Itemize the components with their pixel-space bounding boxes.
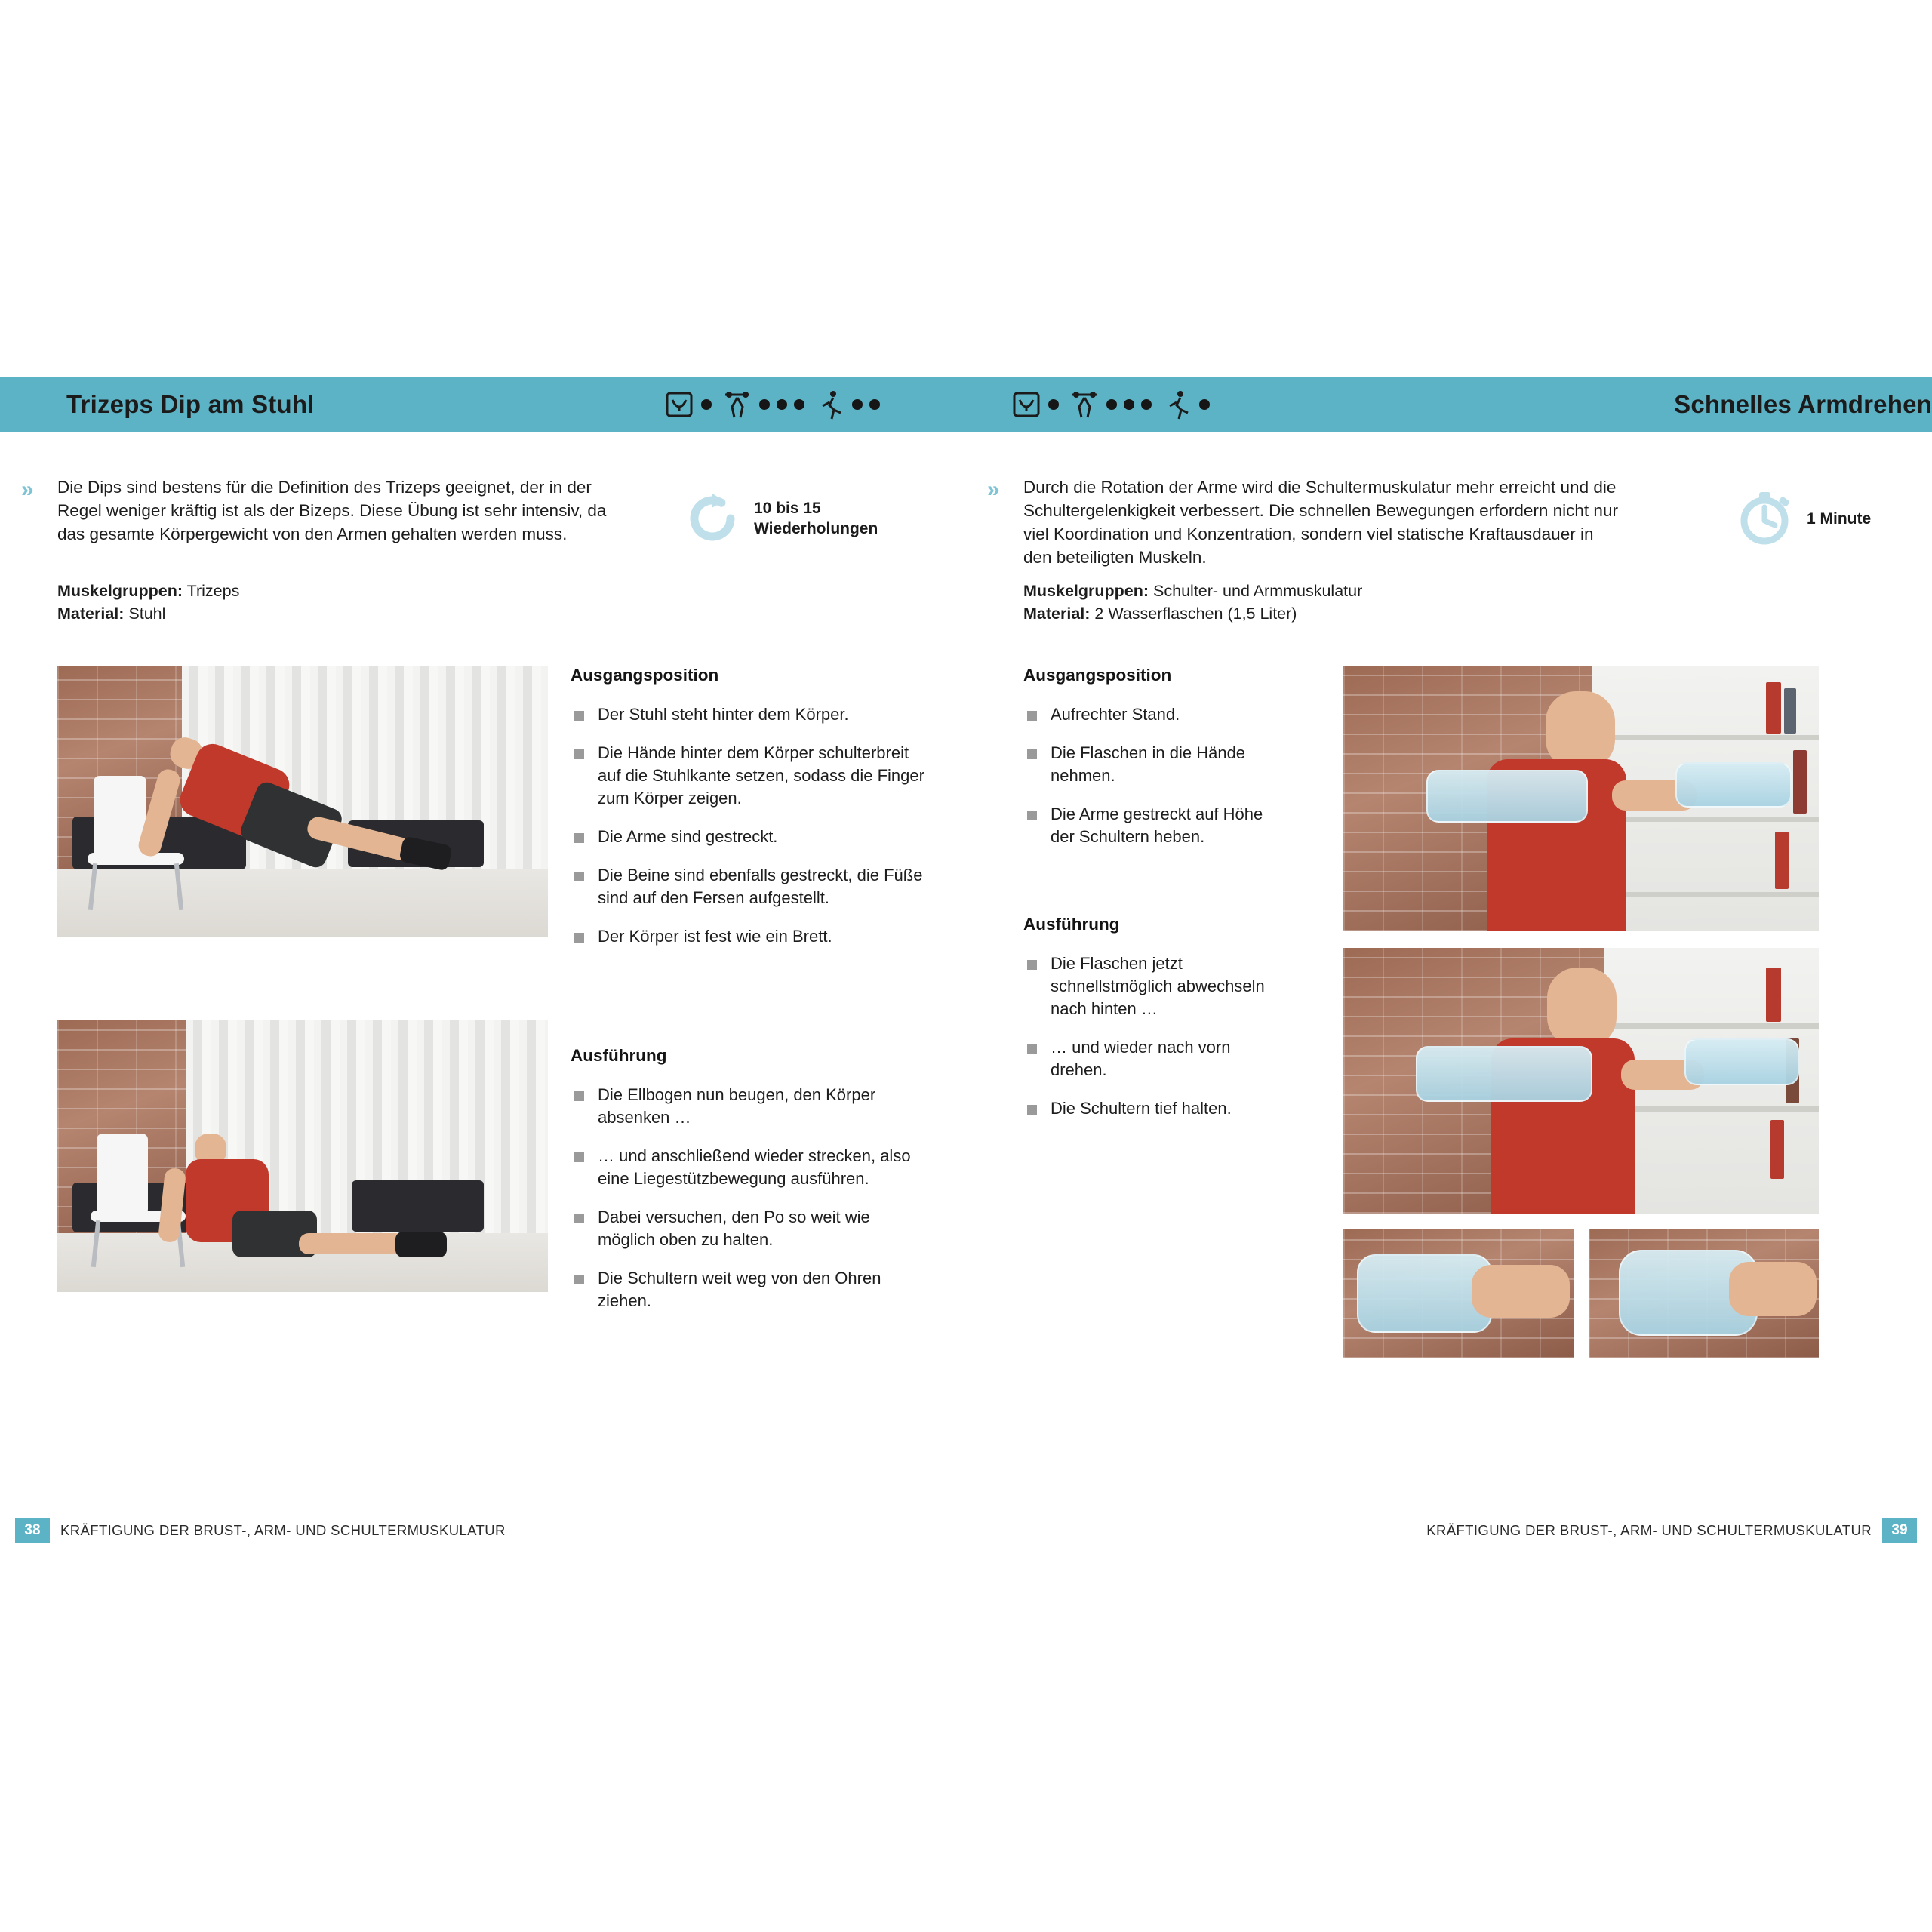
photo-arm-rotation-front [1343,666,1819,931]
page-number: 38 [15,1518,50,1543]
meta-muskelgruppen [1023,580,1362,602]
running-head: KRÄFTIGUNG DER BRUST-, ARM- UND SCHULTERMUSKULATUR [1426,1522,1872,1538]
meta-value: Schulter- und Armmuskulatur [1153,582,1363,600]
photo-water-bottle [1416,1046,1592,1102]
photo-book [1766,682,1781,734]
photo-shelf-board [1592,735,1819,740]
dot [869,399,880,410]
icon-group-barbell [1069,388,1152,421]
section-heading-ausgangsposition: Ausgangsposition [1023,666,1172,685]
list-item: … und anschließend wieder strecken, also eine Liegestützbewegung ausführen. [571,1145,925,1190]
meta-value: Trizeps [186,582,240,600]
meta-value: Stuhl [128,605,166,623]
photo-armchair [352,1180,484,1232]
photo-book [1793,750,1807,814]
barbell-icon [722,388,752,421]
photo-chair-back [97,1134,148,1215]
photo-person-head [1546,691,1615,770]
meta-label: Material: [57,605,125,623]
page-left [0,377,966,1551]
photo-book [1770,1120,1784,1179]
running-head: KRÄFTIGUNG DER BRUST-, ARM- UND SCHULTERMUSKULATUR [60,1522,506,1538]
photo-bottle-grip-detail-2 [1589,1229,1819,1358]
photo-dip-start-position [57,666,548,937]
dot [794,399,804,410]
photo-water-bottle [1684,1038,1799,1085]
bullet-list-ausgangsposition [571,703,925,964]
intro-arrow-icon: » [21,477,34,502]
barbell-icon [1069,388,1100,421]
repetitions-line1: 10 bis 15 [754,500,821,517]
meta-material [57,602,165,625]
photo-arm-rotation-crossed [1343,948,1819,1214]
photo-person-shoe [395,1232,447,1257]
dot [777,399,787,410]
photo-water-bottle [1426,770,1588,823]
meta-value: 2 Wasserflaschen (1,5 Liter) [1094,605,1297,623]
list-item: Die Flaschen jetzt schnellstmöglich abwechseln nach hinten … [1023,952,1272,1020]
repetitions-badge [683,489,878,548]
bullet-list-ausgangsposition [1023,703,1272,864]
meta-label: Muskelgruppen: [1023,582,1149,600]
photo-floor [57,869,548,937]
section-heading-ausfuehrung: Ausführung [571,1046,667,1065]
list-item: Der Stuhl steht hinter dem Körper. [571,703,925,726]
page-title: Schnelles Armdrehen [1674,390,1932,418]
photo-shelf-board [1604,1023,1819,1029]
section-heading-ausfuehrung: Ausführung [1023,915,1120,934]
photo-water-bottle [1675,762,1792,808]
dot [1141,399,1152,410]
book-spread [0,377,1932,1551]
footer-left [0,1518,966,1551]
photo-hand [1472,1265,1570,1318]
dot [1106,399,1117,410]
duration-label: 1 Minute [1807,509,1872,528]
photo-shelf-board [1592,892,1819,897]
photo-shelf-board [1604,1106,1819,1112]
runner-icon [1162,388,1192,421]
photo-bottle-grip-detail-1 [1343,1229,1574,1358]
photo-person-legs [299,1233,405,1254]
list-item: Die Schultern tief halten. [1023,1097,1272,1120]
scale-icon [1011,388,1041,421]
section-heading-ausgangsposition: Ausgangsposition [571,666,719,685]
page-title: Trizeps Dip am Stuhl [66,390,315,418]
list-item: Die Ellbogen nun beugen, den Körper absenken … [571,1084,925,1129]
icon-group-barbell [722,388,804,421]
scale-icon [664,388,694,421]
photo-book [1766,968,1781,1022]
difficulty-icon-strip-right [1011,388,1210,421]
bullet-list-ausfuehrung [571,1084,925,1328]
photo-hand [1729,1262,1817,1316]
dot [1199,399,1210,410]
dot [852,399,863,410]
icon-group-runner [1162,388,1210,421]
photo-book [1784,688,1796,734]
repetitions-line2: Wiederholungen [754,520,878,537]
icon-group-runner [815,388,880,421]
list-item: Die Flaschen in die Hände nehmen. [1023,742,1272,787]
list-item: Dabei versuchen, den Po so weit wie möglich oben zu halten. [571,1206,925,1251]
icon-group-scale [1011,388,1059,421]
intro-paragraph: Durch die Rotation der Arme wird die Schultermuskulatur mehr erreicht und die Schultergelenkigkeit verbessert. Die schnellen Bewegungen erfordern nicht nur viel Koordination und Konzentration, sondern viel statische Kraftausdauer in den beteiligten Muskeln. [1023,478,1618,567]
photo-person-head [1547,968,1617,1048]
intro-arrow-icon: » [987,477,1000,502]
photo-chair-seat [88,853,184,865]
dot [1048,399,1059,410]
list-item: Die Schultern weit weg von den Ohren ziehen. [571,1267,925,1312]
meta-label: Material: [1023,605,1091,623]
list-item: … und wieder nach vorn drehen. [1023,1036,1272,1081]
footer-right [966,1518,1932,1551]
meta-label: Muskelgruppen: [57,582,183,600]
page-number: 39 [1882,1518,1917,1543]
page-right [966,377,1932,1551]
stopwatch-icon [1736,489,1795,548]
dot [1124,399,1134,410]
repetitions-label [754,498,878,539]
meta-material [1023,602,1297,625]
difficulty-icon-strip-left [664,388,880,421]
list-item: Die Hände hinter dem Körper schulterbreit auf die Stuhlkante setzen, sodass die Finger zum Körper zeigen. [571,742,925,810]
icon-group-scale [664,388,712,421]
dot [701,399,712,410]
list-item: Aufrechter Stand. [1023,703,1272,726]
list-item: Der Körper ist fest wie ein Brett. [571,925,925,948]
bullet-list-ausfuehrung [1023,952,1272,1136]
dot [759,399,770,410]
runner-icon [815,388,845,421]
list-item: Die Beine sind ebenfalls gestreckt, die Füße sind auf den Fersen aufgestellt. [571,864,925,909]
intro-paragraph: Die Dips sind bestens für die Definition des Trizeps geeignet, der in der Regel weniger kräftig ist als der Bizeps. Diese Übung ist sehr intensiv, da das gesamte Körpergewicht von den Armen gehalten werden muss. [57,478,607,543]
meta-muskelgruppen [57,580,239,602]
photo-dip-lowered-position [57,1020,548,1292]
list-item: Die Arme sind gestreckt. [571,826,925,848]
repeat-arrow-icon [683,489,742,548]
duration-badge [1736,489,1871,548]
photo-book [1775,832,1789,889]
photo-shelf-board [1592,817,1819,822]
list-item: Die Arme gestreckt auf Höhe der Schultern heben. [1023,803,1272,848]
